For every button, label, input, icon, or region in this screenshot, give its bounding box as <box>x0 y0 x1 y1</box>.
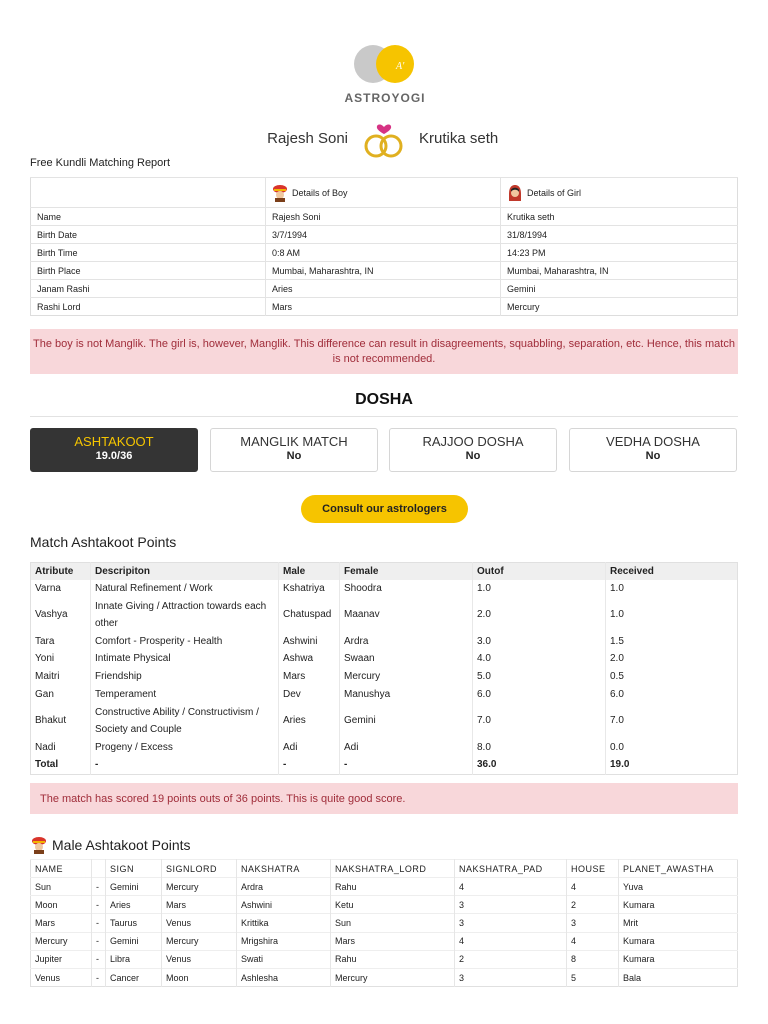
table-row: Varna Natural Refinement / Work Kshatriya Shoodra 1.0 1.0 <box>31 580 738 598</box>
table-row: Mars - Taurus Venus Krittika Sun 3 3 Mrit <box>31 914 738 932</box>
manglik-alert: The boy is not Manglik. The girl is, however, Manglik. This difference can result in disagreements, squabbling, separation, etc. Hence, this match is not recommended. <box>30 329 738 374</box>
details-header-row <box>31 178 738 208</box>
astroyogi-logo[interactable] <box>343 42 427 108</box>
table-row: Mercury - Gemini Mercury Mrigshira Mars 4 4 Kumara <box>31 932 738 950</box>
details-row: Name Rajesh Soni Krutika seth <box>31 208 738 226</box>
svg-text:A': A' <box>396 61 405 72</box>
details-row: Rashi Lord Mars Mercury <box>31 298 738 316</box>
male-points-header-row: NAME SIGN SIGNLORD NAKSHATRA NAKSHATRA_LORD NAKSHATRA_PAD HOUSE PLANET_AWASTHA <box>31 860 738 878</box>
table-row: Yoni Intimate Physical Ashwa Swaan 4.0 2.0 <box>31 650 738 668</box>
table-row: Sun - Gemini Mercury Ardra Rahu 4 4 Yuva <box>31 878 738 896</box>
divider <box>30 416 738 417</box>
table-row: Jupiter - Libra Venus Swati Rahu 2 8 Kumara <box>31 950 738 968</box>
boy-avatar-icon <box>272 184 288 202</box>
ashtakoot-section-title: Match Ashtakoot Points <box>30 534 177 550</box>
logo-emblem <box>353 42 417 86</box>
details-row: Janam Rashi Aries Gemini <box>31 280 738 298</box>
details-row: Birth Time 0:8 AM 14:23 PM <box>31 244 738 262</box>
table-row: Vashya Innate Giving / Attraction towards each other Chatuspad Maanav 2.0 1.0 <box>31 597 738 632</box>
brand-name: ASTROYOGI <box>344 91 426 105</box>
table-row: Moon - Aries Mars Ashwini Ketu 3 2 Kumara <box>31 896 738 914</box>
dosha-tab-ashtakoot[interactable]: ASHTAKOOT 19.0/36 <box>30 428 198 472</box>
table-total-row: Total - - - 36.0 19.0 <box>31 756 738 774</box>
table-row: Nadi Progeny / Excess Adi Adi 8.0 0.0 <box>31 738 738 756</box>
report-title: Free Kundli Matching Report <box>30 157 171 169</box>
details-row: Birth Date 3/7/1994 31/8/1994 <box>31 226 738 244</box>
birth-details-table <box>30 177 738 316</box>
boy-details-header: Details of Boy <box>292 187 348 198</box>
ashtakoot-header-row: Atribute Descripiton Male Female Outof Received <box>31 563 738 580</box>
rings-heart-icon <box>360 118 408 160</box>
dosha-tab-manglik-match[interactable]: MANGLIK MATCH No <box>210 428 378 472</box>
table-row: Bhakut Constructive Ability / Constructivism / Society and Couple Aries Gemini 7.0 7.0 <box>31 703 738 738</box>
table-row: Gan Temperament Dev Manushya 6.0 6.0 <box>31 686 738 704</box>
girl-name: Krutika seth <box>419 130 499 147</box>
male-points-table <box>30 859 738 987</box>
couple-header <box>0 118 768 162</box>
male-points-section-title: Male Ashtakoot Points <box>30 836 191 854</box>
consult-astrologers-button[interactable]: Consult our astrologers <box>301 495 468 523</box>
boy-avatar-icon <box>30 836 48 854</box>
score-alert: The match has scored 19 points outs of 36 points. This is quite good score. <box>30 783 738 814</box>
table-row: Tara Comfort - Prosperity - Health Ashwini Ardra 3.0 1.5 <box>31 632 738 650</box>
ashtakoot-table <box>30 562 738 775</box>
dosha-tab-rajjoo-dosha[interactable]: RAJJOO DOSHA No <box>389 428 557 472</box>
details-row: Birth Place Mumbai, Maharashtra, IN Mumbai, Maharashtra, IN <box>31 262 738 280</box>
girl-avatar-icon <box>507 184 523 202</box>
dosha-tab-vedha-dosha[interactable]: VEDHA DOSHA No <box>569 428 737 472</box>
table-row: Venus - Cancer Moon Ashlesha Mercury 3 5 Bala <box>31 968 738 986</box>
girl-details-header: Details of Girl <box>527 187 582 198</box>
dosha-title: DOSHA <box>355 391 413 408</box>
boy-name: Rajesh Soni <box>267 130 348 147</box>
table-row: Maitri Friendship Mars Mercury 5.0 0.5 <box>31 668 738 686</box>
